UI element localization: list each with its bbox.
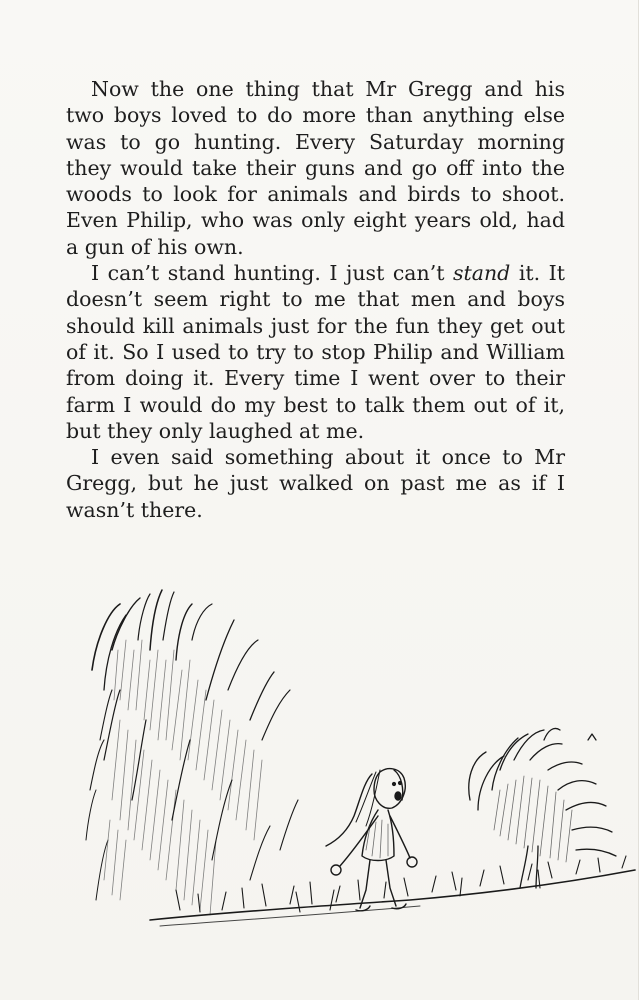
- paragraph-1: Now the one thing that Mr Gregg and his two boys loved to do more than anything else was to go hunting. Every Saturday morning they would take their guns and go off into the woods to look for animals and birds to shoot. Even Philip, who was only eight years old, had a gun of his own.: [66, 77, 565, 259]
- story-text: [66, 76, 565, 523]
- paragraph-2-start: I can’t stand hunting. I just can’t: [91, 261, 453, 286]
- woodland-illustration: [0, 570, 639, 1000]
- emphasized-word: stand: [453, 261, 511, 286]
- ground-line: [150, 856, 635, 926]
- paragraph-2-end: it. It doesn’t seem right to me that men and boys should kill animals just for the fun they get out of it. So I used to try to stop Philip and William from doing it. Every time I went over to their farm I would do my best to talk them out of it, but they only laughed at me.: [66, 261, 565, 443]
- paragraph-3: I even said something about it once to Mr Gregg, but he just walked on past me as if I wasn’t there.: [66, 445, 565, 522]
- paragraph-2: [66, 260, 565, 444]
- left-bush-sketch: [86, 590, 298, 915]
- right-bush-sketch: [469, 728, 616, 888]
